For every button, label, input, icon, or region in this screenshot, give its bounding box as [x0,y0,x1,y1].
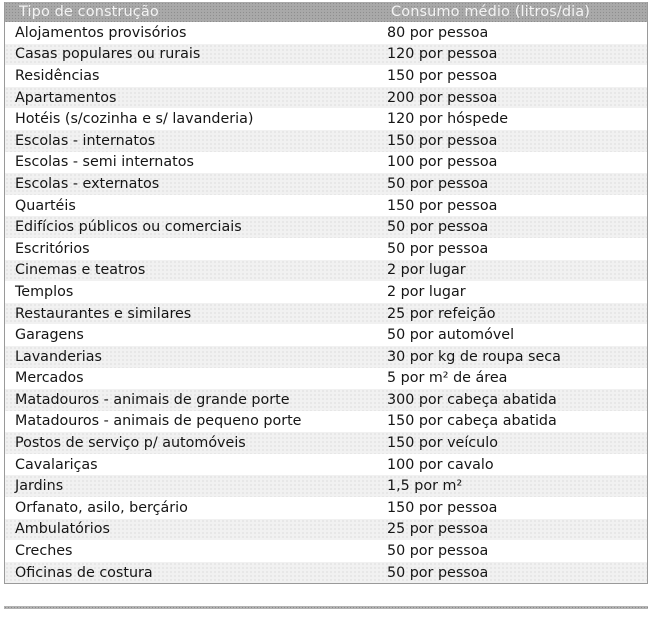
consumption-cell: 80 por pessoa [387,24,489,41]
table-row [5,108,647,130]
building-type-cell: Escolas - semi internatos [15,154,194,171]
consumption-cell: 30 por kg de roupa seca [387,348,561,365]
table-row [5,65,647,87]
consumption-cell: 5 por m² de área [387,370,508,387]
table-row [5,411,647,433]
building-type-cell: Matadouros - animais de pequeno porte [15,413,302,430]
consumption-cell: 150 por pessoa [387,499,498,516]
consumption-cell: 50 por pessoa [387,240,489,257]
consumption-cell: 2 por lugar [387,283,466,300]
consumption-cell: 200 por pessoa [387,89,498,106]
building-type-cell: Creches [15,543,73,560]
consumption-cell: 120 por pessoa [387,46,498,63]
consumption-cell: 120 por hóspede [387,111,509,128]
table-row [5,260,647,282]
building-type-cell: Templos [15,283,74,300]
table-row [5,281,647,303]
table-header [5,2,647,22]
building-type-cell: Postos de serviço p/ automóveis [15,435,246,452]
consumption-cell: 25 por pessoa [387,521,489,538]
building-type-cell: Hotéis (s/cozinha e s/ lavanderia) [15,111,254,128]
consumption-cell: 50 por pessoa [387,543,489,560]
consumption-cell: 150 por cabeça abatida [387,413,557,430]
building-type-cell: Escritórios [15,240,90,257]
table-row [5,368,647,390]
table-row [5,238,647,260]
building-type-cell: Oficinas de costura [15,564,153,581]
building-type-cell: Escolas - internatos [15,132,156,149]
header-average-consumption: Consumo médio (litros/dia) [391,4,591,20]
table-row [5,195,647,217]
consumption-cell: 100 por cavalo [387,456,494,473]
table-row [5,432,647,454]
building-type-cell: Ambulatórios [15,521,110,538]
consumption-cell: 150 por veículo [387,435,498,452]
consumption-cell: 1,5 por m² [387,478,463,495]
table-row [5,173,647,195]
table-row [5,303,647,325]
building-type-cell: Alojamentos provisórios [15,24,187,41]
consumption-cell: 2 por lugar [387,262,466,279]
table-row [5,519,647,541]
building-type-cell: Residências [15,67,100,84]
header-building-type: Tipo de construção [19,4,159,20]
table-row [5,22,647,44]
building-type-cell: Lavanderias [15,348,102,365]
building-type-cell: Cinemas e teatros [15,262,146,279]
table-row [5,475,647,497]
building-type-cell: Quartéis [15,197,76,214]
building-type-cell: Apartamentos [15,89,117,106]
building-type-cell: Edifícios públicos ou comerciais [15,219,242,236]
table-body [5,22,647,583]
table-row [5,497,647,519]
consumption-cell: 50 por automóvel [387,327,515,344]
table-row [5,324,647,346]
building-type-cell: Restaurantes e similares [15,305,192,322]
consumption-cell: 100 por pessoa [387,154,498,171]
building-type-cell: Escolas - externatos [15,175,160,192]
water-consumption-table [4,2,648,584]
consumption-cell: 50 por pessoa [387,175,489,192]
table-row [5,540,647,562]
building-type-cell: Matadouros - animais de grande porte [15,391,290,408]
table-row [5,44,647,66]
consumption-cell: 50 por pessoa [387,564,489,581]
table-row [5,389,647,411]
consumption-cell: 150 por pessoa [387,132,498,149]
building-type-cell: Garagens [15,327,84,344]
building-type-cell: Jardins [15,478,64,495]
consumption-cell: 300 por cabeça abatida [387,391,557,408]
table-row [5,346,647,368]
consumption-cell: 25 por refeição [387,305,496,322]
building-type-cell: Cavalariças [15,456,98,473]
consumption-cell: 150 por pessoa [387,67,498,84]
table-row [5,216,647,238]
building-type-cell: Casas populares ou rurais [15,46,201,63]
table-row [5,454,647,476]
building-type-cell: Orfanato, asilo, berçário [15,499,188,516]
table-row [5,130,647,152]
table-row [5,87,647,109]
table-row [5,562,647,584]
table-row [5,152,647,174]
building-type-cell: Mercados [15,370,84,387]
bottom-rule [4,606,648,609]
consumption-cell: 50 por pessoa [387,219,489,236]
consumption-cell: 150 por pessoa [387,197,498,214]
